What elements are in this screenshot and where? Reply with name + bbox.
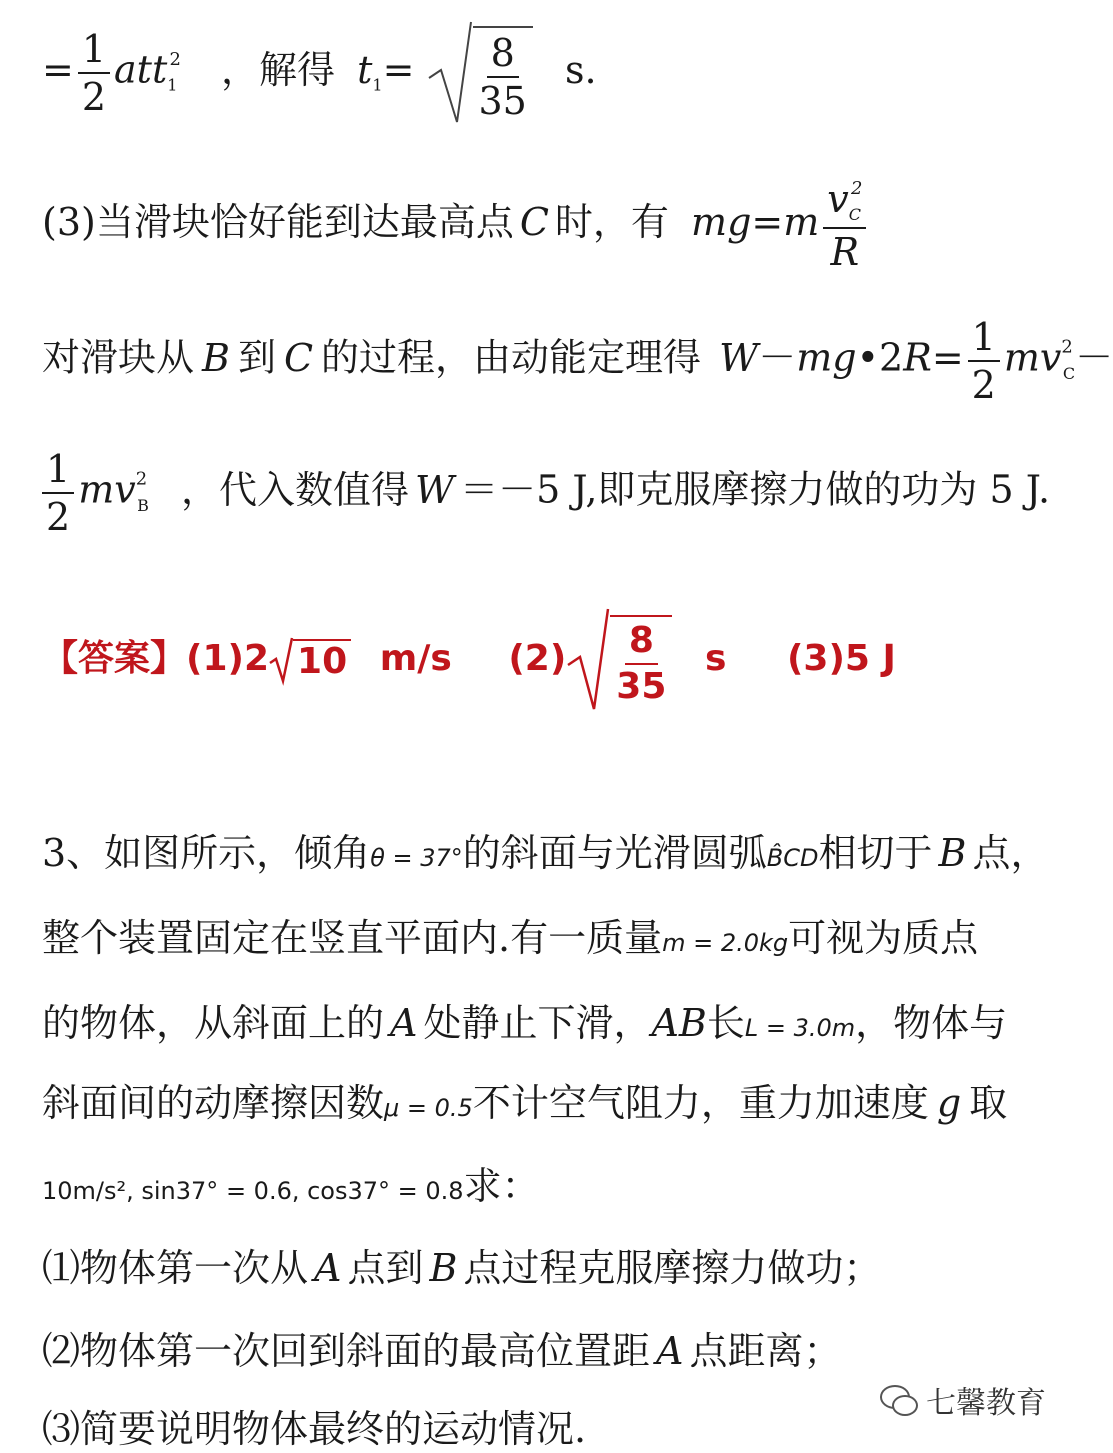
watermark: 七馨教育	[880, 1378, 1046, 1422]
solution-line-3: 对滑块从 B 到 C 的过程，由动能定理得 W－mg•2R= $\frac{1}{2}$ $mv^2_C-$	[42, 315, 1113, 407]
half-fraction: $\frac{1}{2}$	[78, 30, 110, 116]
question-line-3: 的物体，从斜面上的 A 处静止下滑，AB长L = 3.0m，物体与	[42, 1001, 1008, 1045]
part3-text: (3)当滑块恰好能到达最高点	[42, 200, 514, 244]
answer-line: 【答案】(1)2 10 m/s (2) $\frac{8}{35}$ s (3)5 J	[42, 605, 896, 715]
vc2-over-r: $\frac{v_C^2}{R}$	[823, 180, 866, 271]
subquestion-3: ⑶简要说明物体最终的运动情况.	[42, 1407, 587, 1451]
question-line-2: 整个装置固定在竖直平面内.有一质量m = 2.0kg可视为质点	[42, 916, 979, 960]
answer-label: 【答案】	[42, 638, 187, 679]
solution-line-1: = $\frac{1}{2}$ att$_1^2$ ，解得 $t_1=$ $\frac{8}{35}$ s.	[42, 18, 597, 128]
question-line-5: 10m/s², sin37° = 0.6, cos37° = 0.8求：	[42, 1164, 540, 1208]
question-line-1: 3、如图所示，倾角θ = 37°的斜面与光滑圆弧B̂CD相切于 B 点，	[42, 831, 1049, 875]
solution-line-4: $\frac{1}{2}$ $mv^2_B$ ，代入数值得 W ＝－5 J,即克服摩擦力做的功为 5 J.	[42, 450, 1050, 536]
sqrt-8-35: $\frac{8}{35}$	[427, 18, 537, 128]
solve-text: ，解得	[220, 47, 335, 92]
subquestion-2: ⑵物体第一次回到斜面的最高位置距 A 点距离；	[42, 1329, 842, 1373]
subquestion-1: ⑴物体第一次从 A 点到 B 点过程克服摩擦力做功；	[42, 1246, 882, 1290]
var-at: at	[114, 47, 152, 92]
solution-line-2: (3)当滑块恰好能到达最高点 C 时，有 mg=m $\frac{v_C^2}{R}$	[42, 180, 870, 271]
wechat-icon	[880, 1385, 916, 1415]
equals: =	[42, 47, 74, 92]
question-line-4: 斜面间的动摩擦因数μ = 0.5不计空气阻力，重力加速度 g 取	[42, 1081, 1008, 1125]
